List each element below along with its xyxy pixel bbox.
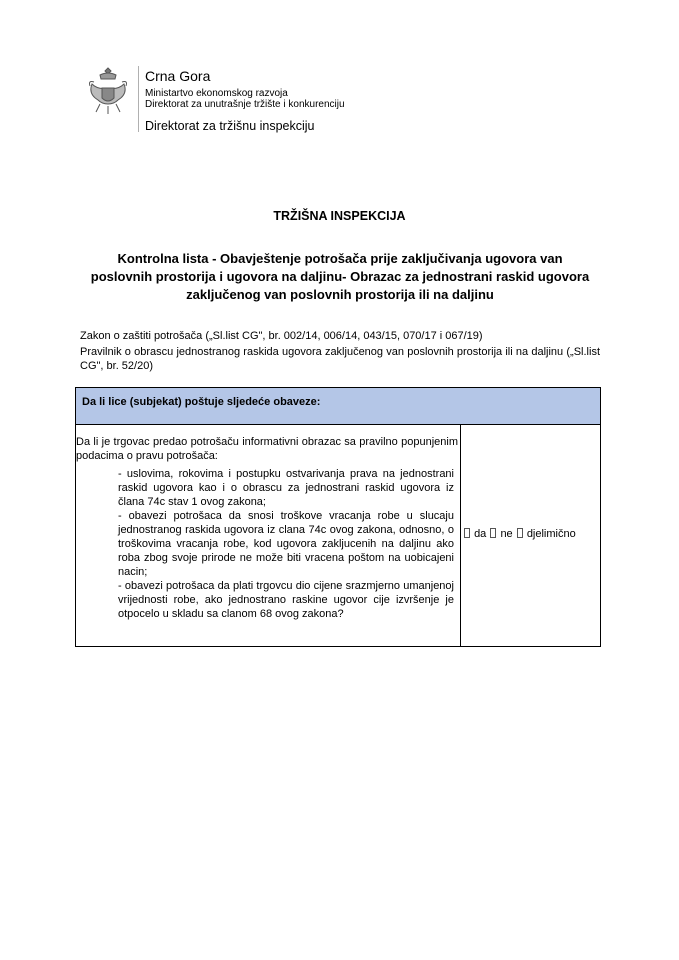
answer-label-ne: ne (500, 527, 513, 540)
ministry-name: Ministartvo ekonomskog razvoja (145, 88, 288, 99)
law-reference: Zakon o zaštiti potrošača („Sl.list CG", br. 002/14, 006/14, 043/15, 070/17 i 067/19) (80, 330, 483, 342)
table-row (76, 425, 601, 647)
question-intro: Da li je trgovac predao potrošaču informativni obrazac sa pravilno popunjenim podacima o pravu potrošača: (76, 436, 458, 462)
question-item: - obavezi potrošaca da plati trgovcu dio cijene srazmjerno umanjenoj vrijednosti robe, ako jednostrano raskine ugovor cije izvršenje je otpocelo u skladu sa clanom 68 ovog zakona? (118, 580, 454, 620)
checklist-table (75, 387, 601, 647)
checkbox-djelimicno[interactable] (517, 528, 523, 538)
department-name: Direktorat za tržišnu inspekciju (145, 119, 315, 133)
directorate-name: Direktorat za unutrašnje tržište i konkurenciju (145, 99, 345, 110)
coat-of-arms-icon (86, 66, 130, 118)
answer-label-da: da (474, 527, 487, 540)
checklist-subtitle: Kontrolna lista - Obavještenje potrošača prije zaključivanja ugovora van poslovnih prostorija i ugovora na daljinu- Obrazac za jednostrani raskid ugovora zaključenog van poslovnih prostorija ili na daljinu (90, 251, 590, 302)
regulation-reference: Pravilnik o obrascu jednostranog raskida ugovora zaključenog van poslovnih prostorija ili na daljinu („Sl.list CG", br. 52/20) (80, 346, 600, 372)
country-name: Crna Gora (145, 68, 211, 84)
checkbox-da[interactable] (464, 528, 470, 538)
header-divider (138, 66, 139, 132)
legal-references (80, 329, 600, 375)
page-title: TRŽIŠNA INSPEKCIJA (273, 209, 406, 223)
table-header: Da li lice (subjekat) poštuje sljedeće obaveze: (76, 388, 601, 425)
answer-label-djelimicno: djelimično (526, 527, 576, 540)
question-cell (76, 425, 461, 647)
document-header (86, 64, 606, 144)
question-item: - uslovima, rokovima i postupku ostvarivanja prava na jednostrani raskid ugovora kao i o obrascu za jednostrani raskid ugovora iz člana 74c stav 1 ovog zakona; (118, 468, 454, 508)
question-item: - obavezi potrošaca da snosi troškove vracanja robe u slucaju jednostranog raskida ugovora iz clana 74c ovog zakona, odnosno, o troškovima vracanja robe, kod ugovora zakljucenih na daljinu ako roba zbog svoje prirode ne može biti vracena poštom na uobicajeni nacin; (118, 510, 454, 578)
checkbox-ne[interactable] (490, 528, 496, 538)
answer-cell (461, 425, 601, 647)
